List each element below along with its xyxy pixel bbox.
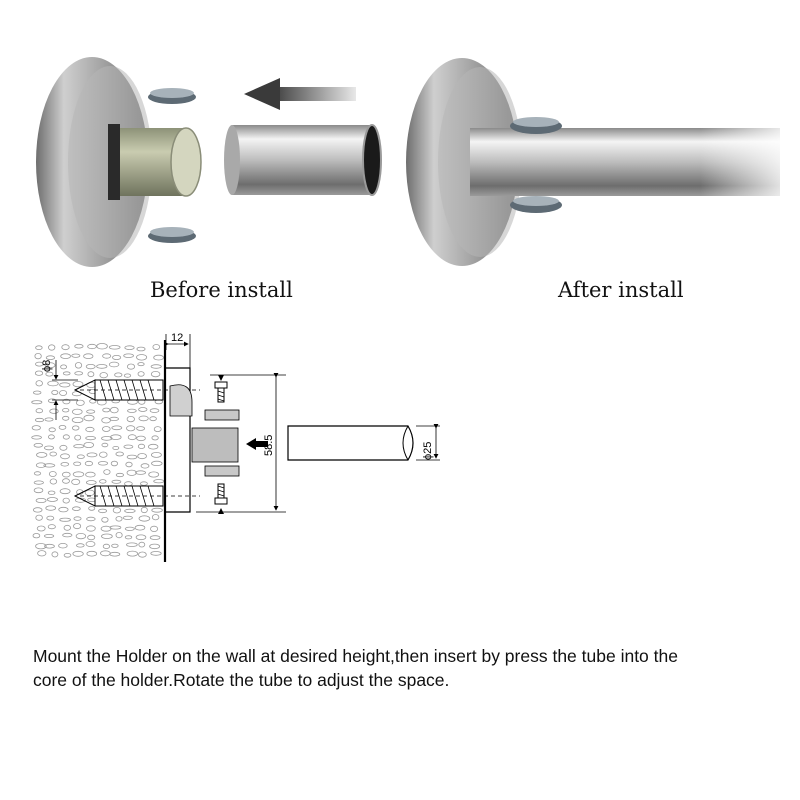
wall-pebble xyxy=(63,435,69,439)
wall-pebble xyxy=(73,551,83,556)
wall-pebble xyxy=(113,355,121,359)
wall-pebble xyxy=(86,436,96,439)
wall-pebble xyxy=(74,462,81,466)
wall-pebble xyxy=(86,364,95,368)
wall-pebble xyxy=(151,365,161,369)
wall-pebble xyxy=(148,444,158,449)
tube-outline xyxy=(288,426,413,460)
wall-pebble xyxy=(101,526,111,531)
wall-pebble xyxy=(60,489,70,494)
wall-pebble xyxy=(48,399,56,403)
wall-pebble xyxy=(102,443,108,447)
after-install-photo xyxy=(406,58,800,266)
wall-pebble xyxy=(99,509,107,513)
wall-pebble xyxy=(152,461,163,465)
caption-after-install: After install xyxy=(558,278,684,302)
wall-pebble xyxy=(98,462,107,466)
wall-pebble xyxy=(36,381,43,386)
wall-pebble xyxy=(61,365,67,369)
wall-pebble xyxy=(138,444,144,448)
installation-photos xyxy=(0,0,800,320)
wall-pebble xyxy=(88,372,94,377)
wall-pebble xyxy=(46,356,54,360)
wall-pebble xyxy=(49,428,55,432)
wall-pebble xyxy=(124,374,130,377)
wall-pebble xyxy=(50,452,57,456)
wall-pebble xyxy=(127,364,134,369)
wall-pebble xyxy=(103,354,111,358)
wall-pebble xyxy=(64,525,71,530)
dim-tube-diameter xyxy=(416,426,440,460)
wall-pebble xyxy=(152,436,158,440)
wall-pebble xyxy=(52,390,58,394)
wall-pebble xyxy=(104,470,110,475)
wall-pebble xyxy=(138,363,144,366)
wall-pebble xyxy=(48,525,55,529)
clip-block-bottom xyxy=(205,466,239,476)
wall-pebble xyxy=(100,480,107,484)
wall-pebble xyxy=(136,471,146,475)
wall-pebble xyxy=(87,410,95,413)
wall-pebble xyxy=(112,426,122,430)
wall-pebble xyxy=(76,544,84,547)
wall-pebble xyxy=(33,391,41,394)
wall-pebble xyxy=(35,418,43,421)
wall-pebble xyxy=(124,354,134,358)
wall-pebble xyxy=(63,479,70,484)
wall-pebble xyxy=(37,453,47,458)
wall-pebble xyxy=(84,354,93,359)
wall-pebble xyxy=(112,544,119,547)
wall-pebble xyxy=(33,508,42,512)
wall-pebble xyxy=(141,507,147,512)
wall-pebble xyxy=(48,491,55,495)
wall-pebble xyxy=(139,516,150,521)
wall-pebble xyxy=(34,481,43,484)
dim-tube-diameter-label: ϕ25 xyxy=(422,441,434,460)
wall-pebble xyxy=(151,552,161,556)
wall-pebble xyxy=(86,427,94,431)
wall-pebble xyxy=(136,535,146,540)
wall-pebble xyxy=(36,463,45,468)
wall-pebble xyxy=(102,534,113,539)
wall-pebble xyxy=(32,401,42,404)
wall-pebble xyxy=(49,345,55,350)
wall-pebble xyxy=(137,347,145,351)
wall-pebble xyxy=(139,408,147,412)
technical-drawing xyxy=(0,320,800,570)
wall-pebble xyxy=(127,409,136,412)
wall-pebble xyxy=(63,372,70,375)
wall-pebble xyxy=(85,490,94,496)
wall-pebble xyxy=(154,480,164,483)
instructions xyxy=(33,644,773,692)
wall-pebble xyxy=(88,535,95,540)
wall-pebble xyxy=(150,536,160,540)
wall-pebble xyxy=(110,526,121,529)
wall-pebble xyxy=(100,452,108,457)
clip-top xyxy=(148,88,196,104)
wall-pebble xyxy=(59,425,66,429)
dim-height-label: 58.5 xyxy=(263,434,275,456)
wall-pebble xyxy=(34,472,40,475)
wall-pebble xyxy=(38,551,46,556)
wall-pebble xyxy=(75,372,83,375)
wall-pebble xyxy=(61,454,70,459)
wall-pebble xyxy=(52,552,58,557)
wall-pebble xyxy=(137,436,146,441)
wall-pebble xyxy=(86,481,96,485)
wall-pebble xyxy=(87,453,97,457)
wall-pebble xyxy=(72,426,79,430)
wall-pebble xyxy=(138,372,144,377)
wall-pebble xyxy=(154,355,164,360)
wall-pebble xyxy=(154,427,161,432)
wall-texture xyxy=(32,343,164,557)
wall-pebble xyxy=(86,472,96,477)
wall-pebble xyxy=(44,446,53,450)
wall-pebble xyxy=(100,373,108,378)
wall-pebble xyxy=(73,507,81,511)
wall-pebble xyxy=(150,544,160,549)
clip-block-top xyxy=(205,410,239,420)
wall-pebble xyxy=(109,362,119,367)
wall-pebble xyxy=(113,446,119,449)
wall-pebble xyxy=(126,462,132,467)
instructions-line-2: core of the holder.Rotate the tube to adjust the space. xyxy=(33,670,450,690)
wall-pebble xyxy=(116,517,122,522)
wall-pebble xyxy=(62,416,68,420)
wall-pebble xyxy=(89,507,95,511)
instructions-line-1: Mount the Holder on the wall at desired height,then insert by press the tube into the xyxy=(33,646,678,666)
wall-pebble xyxy=(60,383,70,387)
wall-pebble xyxy=(97,365,107,369)
tube-piece xyxy=(224,125,381,195)
wall-pebble xyxy=(75,435,81,440)
wall-pebble xyxy=(111,435,122,440)
wall-pebble xyxy=(77,455,84,459)
wall-pebble xyxy=(151,371,160,376)
wall-pebble xyxy=(137,355,147,361)
wall-pebble xyxy=(32,436,42,439)
wall-pebble xyxy=(152,515,159,520)
wall-pebble xyxy=(101,551,111,556)
wall-pebble xyxy=(60,391,67,396)
wall-pebble xyxy=(115,373,122,377)
wall-pebble xyxy=(113,507,120,513)
wall-pebble xyxy=(76,533,86,538)
wall-pebble xyxy=(63,498,69,503)
wall-pebble xyxy=(73,472,84,477)
wall-pebble xyxy=(127,416,134,421)
wall-pebble xyxy=(84,442,94,447)
wall-anchor-bottom xyxy=(75,486,200,506)
wall-pebble xyxy=(116,452,124,456)
wall-pebble xyxy=(36,515,43,520)
wall-pebble xyxy=(46,506,56,510)
wall-pebble xyxy=(124,445,133,448)
wall-pebble xyxy=(150,409,159,413)
wall-pebble xyxy=(49,472,56,477)
wall-pebble xyxy=(36,498,46,502)
set-screw-top xyxy=(215,382,227,402)
wall-pebble xyxy=(48,381,59,386)
wall-pebble xyxy=(75,363,81,369)
wall-pebble xyxy=(127,551,138,556)
wall-pebble xyxy=(74,517,81,521)
wall-pebble xyxy=(102,427,110,432)
dim-wall-gap-label: 12 xyxy=(171,332,184,344)
wall-pebble xyxy=(139,552,147,557)
wall-pebble xyxy=(150,417,157,421)
insert-arrow xyxy=(244,78,356,110)
wall-pebble xyxy=(125,509,136,512)
wall-pebble xyxy=(135,525,145,530)
wall-pebble xyxy=(84,415,94,421)
wall-pebble xyxy=(109,346,120,350)
wall-pebble xyxy=(151,452,161,457)
holder-core-block xyxy=(192,428,238,462)
wall-pebble xyxy=(125,536,132,539)
wall-pebble xyxy=(127,455,137,459)
wall-pebble xyxy=(59,543,68,548)
wall-pebble xyxy=(72,479,80,484)
wall-pebble xyxy=(45,418,53,421)
wall-pebble xyxy=(62,472,70,477)
wall-pebble xyxy=(37,526,45,531)
wall-pebble xyxy=(126,543,137,547)
wall-pebble xyxy=(139,542,145,547)
wall-pebble xyxy=(44,534,53,537)
wall-pebble xyxy=(97,343,108,349)
wall-pebble xyxy=(111,461,117,466)
wall-pebble xyxy=(32,426,40,430)
wall-pebble xyxy=(140,482,147,486)
wall-pebble xyxy=(62,345,69,350)
wall-pebble xyxy=(125,527,134,530)
wall-pebble xyxy=(153,345,160,350)
wall-pebble xyxy=(149,472,159,477)
wall-pebble xyxy=(64,553,71,557)
wall-pebble xyxy=(127,426,135,431)
wall-pebble xyxy=(34,443,43,447)
wall-pebble xyxy=(110,417,119,420)
clip-top-installed xyxy=(510,117,562,134)
wall-pebble xyxy=(87,526,96,531)
wall-pebble xyxy=(61,354,71,359)
wall-pebble xyxy=(151,526,158,531)
wall-pebble xyxy=(85,461,92,465)
wall-pebble xyxy=(59,507,68,512)
wall-pebble xyxy=(138,454,147,459)
wall-pebble xyxy=(137,427,145,431)
wall-pebble xyxy=(116,473,123,476)
wall-pebble xyxy=(50,409,59,413)
wall-pebble xyxy=(36,346,43,350)
wall-pebble xyxy=(60,518,71,521)
wall-pebble xyxy=(116,532,122,537)
wall-pebble xyxy=(33,534,40,538)
wall-pebble xyxy=(124,482,132,486)
wall-pebble xyxy=(141,464,149,468)
wall-pebble xyxy=(102,418,111,423)
before-install-photo xyxy=(36,57,381,267)
wall-pebble xyxy=(87,517,96,521)
wall-pebble xyxy=(72,417,83,422)
wall-pebble xyxy=(75,344,83,348)
wall-pebble xyxy=(61,463,69,467)
wall-pebble xyxy=(60,445,67,450)
wall-pebble xyxy=(112,480,121,483)
wall-pebble xyxy=(76,400,84,405)
wall-pebble xyxy=(63,533,72,537)
set-screw-bottom xyxy=(215,484,227,504)
wall-pebble xyxy=(74,445,84,448)
wall-pebble xyxy=(102,517,108,522)
wall-pebble xyxy=(110,407,118,413)
wall-pebble xyxy=(34,488,43,493)
wall-pebble xyxy=(47,498,57,502)
wall-pebble xyxy=(127,470,136,475)
wall-pebble xyxy=(88,344,97,348)
wall-pebble xyxy=(73,381,83,386)
wall-pebble xyxy=(35,353,41,358)
clip-bottom-installed xyxy=(510,196,562,213)
wall-pebble xyxy=(72,409,82,414)
wall-pebble xyxy=(87,551,97,556)
wall-pebble xyxy=(48,435,54,439)
dim-screw-diameter-label: ϕ8 xyxy=(41,359,53,372)
wall-pebble xyxy=(47,516,54,520)
wall-pebble xyxy=(139,416,148,421)
wall-pebble xyxy=(36,409,43,413)
wall-pebble xyxy=(62,408,68,412)
holder-core-end xyxy=(171,128,201,196)
wall-pebble xyxy=(152,508,163,512)
wall-pebble xyxy=(110,552,120,556)
wall-pebble xyxy=(72,354,80,357)
wall-pebble xyxy=(123,516,132,519)
wall-pebble xyxy=(50,479,57,484)
dim-wall-gap xyxy=(166,332,190,368)
wall-pebble xyxy=(128,435,136,440)
wall-pebble xyxy=(125,346,134,350)
wall-pebble xyxy=(103,408,110,412)
clip-bottom xyxy=(148,227,196,243)
wall-pebble xyxy=(74,524,81,529)
caption-before-install: Before install xyxy=(150,278,293,302)
wall-pebble xyxy=(103,544,109,548)
wall-pebble xyxy=(86,541,95,546)
